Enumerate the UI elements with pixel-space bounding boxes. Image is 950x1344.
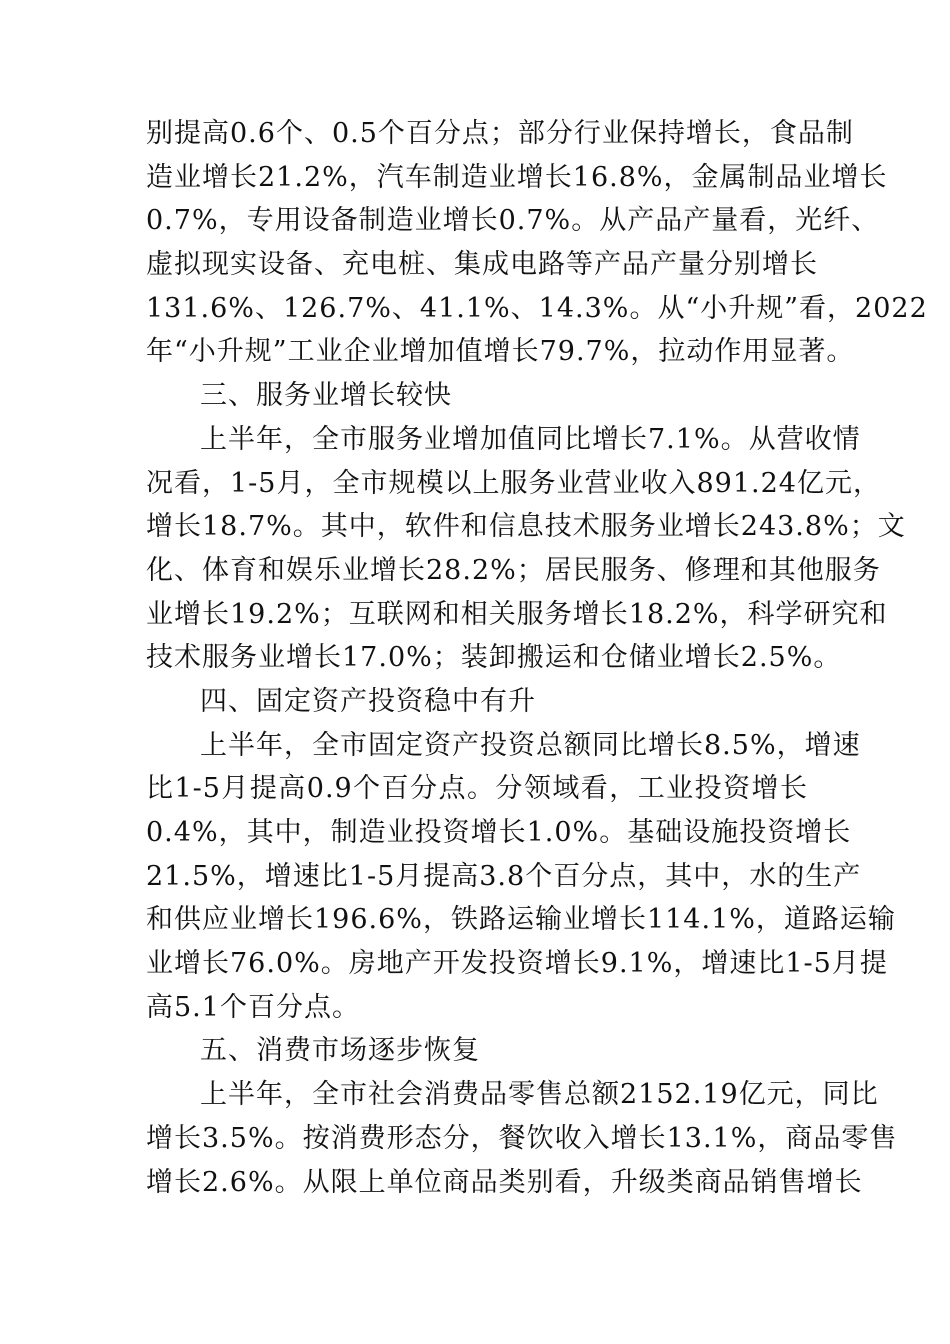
text-line: 增长2.6%。从限上单位商品类别看，升级类商品销售增长 (146, 1166, 863, 1198)
text-line: 别提高0.6个、0.5个百分点；部分行业保持增长，食品制 (146, 118, 854, 149)
text-line: 0.7%，专用设备制造业增长0.7%。从产品产量看，光纤、 (146, 205, 880, 237)
text-line: 虚拟现实设备、充电桩、集成电路等产品产量分别增长 (146, 249, 818, 281)
text-line: 高5.1个百分点。 (146, 991, 360, 1023)
text-line: 增长18.7%。其中，软件和信息技术服务业增长243.8%；文 (146, 511, 906, 543)
text-line: 技术服务业增长17.0%；装卸搬运和仓储业增长2.5%。 (146, 642, 842, 674)
text-line: 化、体育和娱乐业增长28.2%；居民服务、修理和其他服务 (146, 554, 881, 586)
section-heading-investment: 四、固定资产投资稳中有升 (200, 685, 536, 717)
text-line: 和供应业增长196.6%，铁路运输业增长114.1%，道路运输 (146, 904, 896, 936)
text-line: 上半年，全市服务业增加值同比增长7.1%。从营收情 (200, 423, 861, 455)
text-line: 业增长76.0%。房地产开发投资增长9.1%，增速比1-5月提 (146, 948, 888, 980)
text-line: 上半年，全市社会消费品零售总额2152.19亿元，同比 (200, 1079, 879, 1111)
text-line: 上半年，全市固定资产投资总额同比增长8.5%，增速 (200, 729, 861, 761)
section-heading-consumption: 五、消费市场逐步恢复 (200, 1035, 480, 1067)
document-body (146, 112, 928, 1204)
text-line: 业增长19.2%；互联网和相关服务增长18.2%，科学研究和 (146, 598, 888, 630)
text-line: 造业增长21.2%，汽车制造业增长16.8%，金属制品业增长 (146, 161, 888, 193)
section-heading-services: 三、服务业增长较快 (200, 380, 452, 412)
text-line: 况看，1-5月，全市规模以上服务业营业收入891.24亿元， (146, 467, 881, 499)
text-line: 21.5%，增速比1-5月提高3.8个百分点，其中，水的生产 (146, 860, 862, 892)
text-line: 增长3.5%。按消费形态分，餐饮收入增长13.1%，商品零售 (146, 1122, 898, 1154)
text-line: 年“小升规”工业企业增加值增长79.7%，拉动作用显著。 (146, 336, 855, 368)
text-line: 131.6%、126.7%、41.1%、14.3%。从“小升规”看，2022 (146, 292, 928, 324)
text-line: 0.4%，其中，制造业投资增长1.0%。基础设施投资增长 (146, 817, 852, 848)
text-line: 比1-5月提高0.9个百分点。分领域看，工业投资增长 (146, 773, 808, 805)
